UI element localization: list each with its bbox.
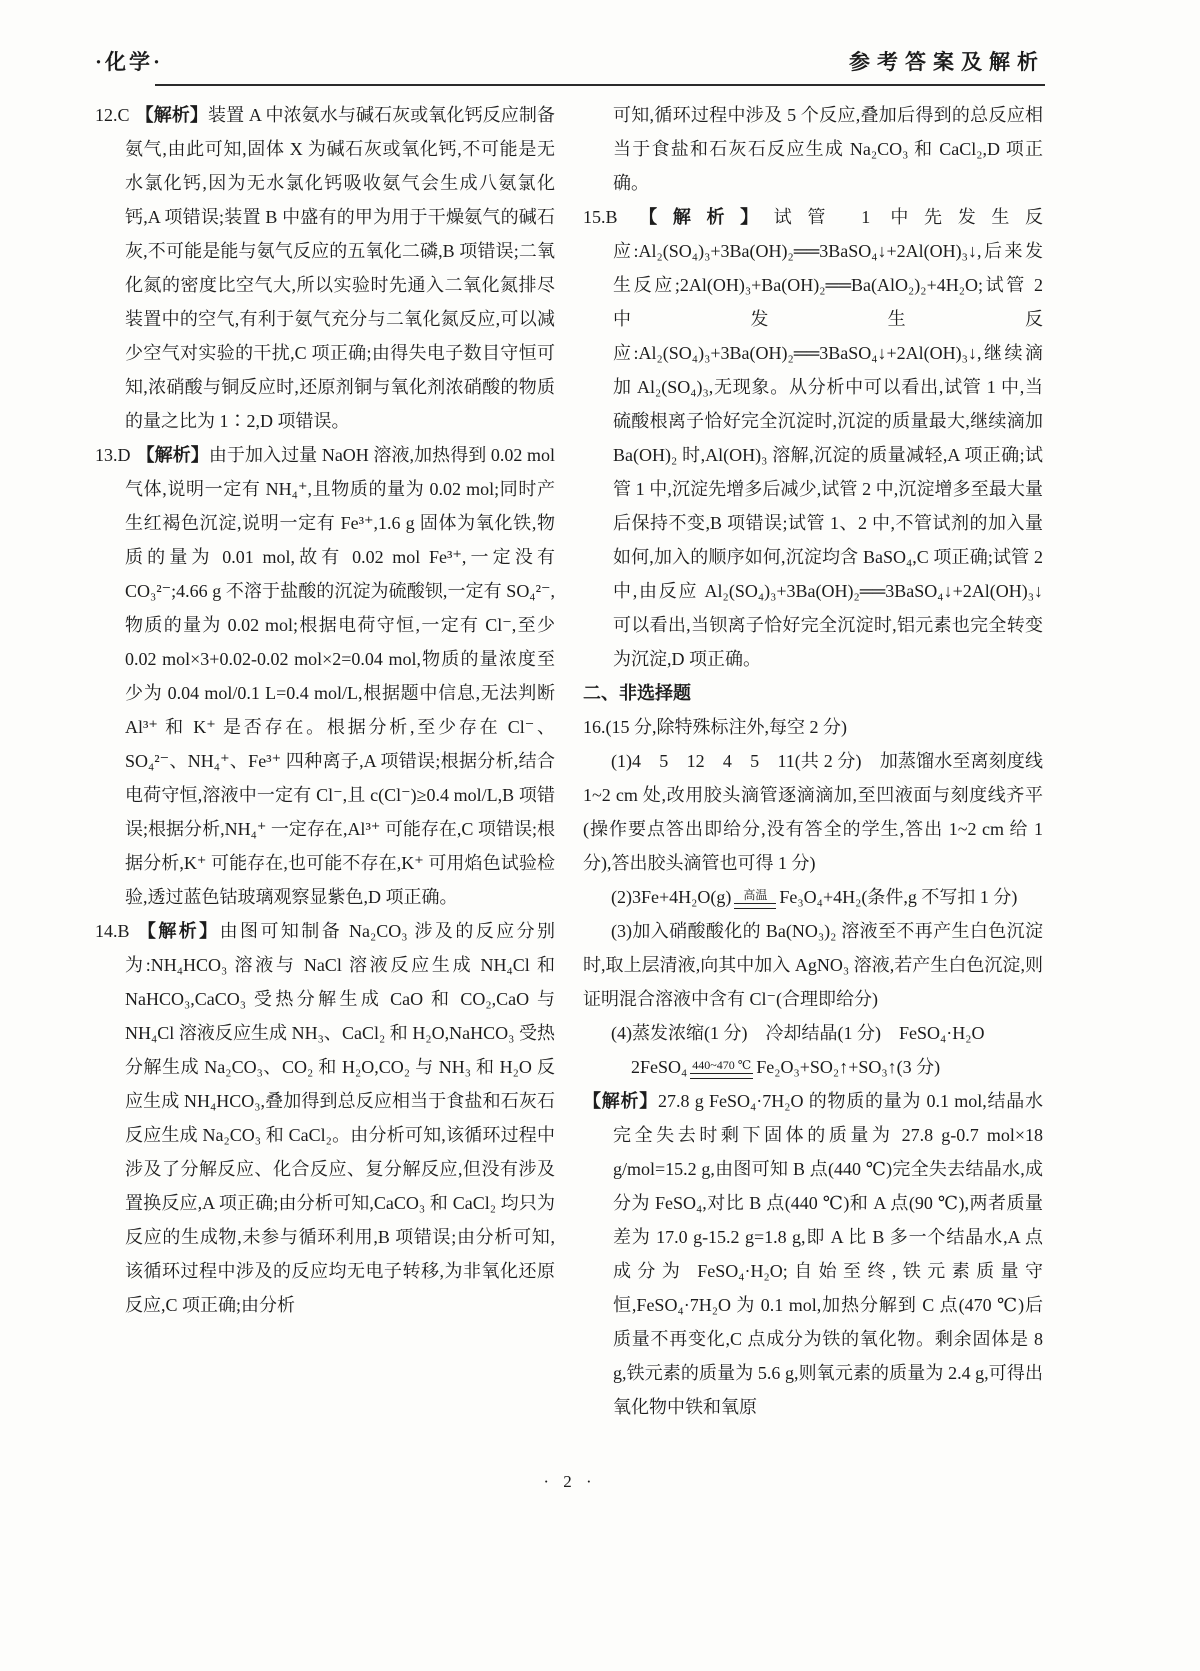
equation-right: Fe₃O₄+4H₂(条件,g 不写扣 1 分) <box>779 887 1018 907</box>
jiexi-tag: 【解析】 <box>135 105 209 125</box>
answer-item-14 <box>95 914 555 1322</box>
page-header <box>0 0 1200 84</box>
equation-right: Fe₂O₃+SO₂↑+SO₃↑(3 分) <box>756 1057 941 1077</box>
jiexi-tag: 【解析】 <box>623 207 774 227</box>
answer-16-part3: (3)加入硝酸酸化的 Ba(NO₃)₂ 溶液至不再产生白色沉淀时,取上层清液,向其中加入 AgNO₃ 溶液,若产生白色沉淀,则证明混合溶液中含有 Cl⁻(合理即给分) <box>583 921 1043 1009</box>
equation-condition-label: 440~470 ℃ <box>692 1057 752 1072</box>
answer-16-jiexi <box>583 1084 1043 1424</box>
answer-16-part4: (4)蒸发浓缩(1 分) 冷却结晶(1 分) FeSO₄·H₂O <box>611 1023 985 1043</box>
jiexi-tag: 【解析】 <box>583 1091 658 1111</box>
equation-condition-label: 高温 <box>743 887 768 902</box>
answer-content <box>0 86 1200 1424</box>
answer-16-part1: (1)4 5 12 4 5 11(共 2 分) 加蒸馏水至离刻度线 1~2 cm 处,改用胶头滴管逐滴滴加,至凹液面与刻度线齐平(操作要点答出即给分,没有答全的学生,答出 1~2 cm 给 1 分),答出胶头滴管也可得 1 分) <box>583 751 1043 873</box>
answer-number-14: 14.B <box>95 921 130 941</box>
answer-item-12 <box>95 98 555 438</box>
equals-with-condition <box>690 1059 753 1079</box>
jiexi-tag: 【解析】 <box>135 921 220 941</box>
left-column <box>95 98 555 1424</box>
page-footer <box>95 1472 1045 1492</box>
answer-item-15 <box>583 200 1043 676</box>
equals-with-condition <box>734 889 776 909</box>
answer-16-part2 <box>583 880 1043 914</box>
answer-16-jiexi-text: 27.8 g FeSO₄·7H₂O 的物质的量为 0.1 mol,结晶水完全失去时剩下固体的质量为 27.8 g-0.7 mol×18 g/mol=15.2 g,由图可知 B 点(440 ℃)完全失去结晶水,成分为 FeSO₄,对比 B 点(440 ℃)和 A 点(90 ℃),两者质量差为 17.0 g-15.2 g=1.8 g,即 A 比 B 多一个结晶水,A 点成分为 FeSO₄·H₂O;自始至终,铁元素质量守恒,FeSO₄·7H₂O 为 0.1 mol,加热分解到 C 点(470 ℃)后质量不再变化,C 点成分为铁的氧化物。剩余固体是 8 g,铁元素的质量为 5.6 g,则氧元素的质量为 2.4 g,可得出氧化物中铁和氧原 <box>613 1091 1044 1417</box>
answer-number-13: 13.D <box>95 445 131 465</box>
answer-item-14-continuation: 可知,循环过程中涉及 5 个反应,叠加后得到的总反应相当于食盐和石灰石反应生成 Na₂CO₃ 和 CaCl₂,D 项正确。 <box>613 105 1043 193</box>
jiexi-tag: 【解析】 <box>136 445 209 465</box>
page-title: 参考答案及解析 <box>849 50 1045 74</box>
answer-number-15: 15.B <box>583 207 618 227</box>
answer-text-15: 试管 1 中先发生反应:Al₂(SO₄)₃+3Ba(OH)₂══3BaSO₄↓+2Al(OH)₃↓,后来发生反应;2Al(OH)₃+Ba(OH)₂══Ba(AlO₂)₂+4H₂O;试管 2 中发生反应:Al₂(SO₄)₃+3Ba(OH)₂══3BaSO₄↓+2Al(OH)₃↓,继续滴加 Al₂(SO₄)₃,无现象。从分析中可以看出,试管 1 中,当硫酸根离子恰好完全沉淀时,沉淀的质量最大,继续滴加 Ba(OH)₂ 时,Al(OH)₃ 溶解,沉淀的质量减轻,A 项正确;试管 1 中,沉淀先增多后减少,试管 2 中,沉淀增多至最大量后保持不变,B 项错误;试管 1、2 中,不管试剂的加入量如何,加入的顺序如何,沉淀均含 BaSO₄,C 项正确;试管 2 中,由反应 Al₂(SO₄)₃+3Ba(OH)₂══3BaSO₄↓+2Al(OH)₃↓可以看出,当钡离子恰好完全沉淀时,铝元素也完全转变为沉淀,D 项正确。 <box>613 207 1044 669</box>
equation-left: 2FeSO₄ <box>631 1057 688 1077</box>
answer-text-12: 装置 A 中浓氨水与碱石灰或氧化钙反应制备氨气,由此可知,固体 X 为碱石灰或氧化钙,不可能是无水氯化钙,因为无水氯化钙吸收氨气会生成八氨氯化钙,A 项错误;装置 B 中盛有的甲为用于干燥氨气的碱石灰,不可能是能与氨气反应的五氧化二磷,B 项错误;二氧化氮的密度比空气大,所以实验时先通入二氧化氮排尽装置中的空气,有利于氨气充分与二氧化氮反应,可以减少空气对实验的干扰,C 项正确;由得失电子数目守恒可知,浓硝酸与铜反应时,还原剂铜与氧化剂浓硝酸的物质的量之比为 1∶2,D 项错误。 <box>125 105 555 431</box>
answer-item-16-intro: 16.(15 分,除特殊标注外,每空 2 分) <box>583 717 847 737</box>
answer-number-12: 12.C <box>95 105 130 125</box>
double-bond-equals-icon <box>690 1073 753 1079</box>
answer-16-decomposition-equation <box>583 1050 1043 1084</box>
section-heading-non-choice: 二、非选择题 <box>583 683 691 703</box>
answer-text-14: 由图可知制备 Na₂CO₃ 涉及的反应分别为:NH₄HCO₃ 溶液与 NaCl 溶液反应生成 NH₄Cl 和 NaHCO₃,CaCO₃ 受热分解生成 CaO 和 CO₂,CaO 与 NH₄Cl 溶液反应生成 NH₃、CaCl₂ 和 H₂O,NaHCO₃ 受热分解生成 Na₂CO₃、CO₂ 和 H₂O,CO₂ 与 NH₃ 和 H₂O 反应生成 NH₄HCO₃,叠加得到总反应相当于食盐和石灰石反应生成 Na₂CO₃ 和 CaCl₂。由分析可知,该循环过程中涉及了分解反应、化合反应、复分解反应,但没有涉及置换反应,A 项正确;由分析可知,CaCO₃ 和 CaCl₂ 均只为反应的生成物,未参与循环利用,B 项错误;由分析可知,该循环过程中涉及的反应均无电子转移,为非氧化还原反应,C 项正确;由分析 <box>125 921 556 1315</box>
subject-label: ·化学· <box>95 50 164 74</box>
equation-left: (2)3Fe+4H₂O(g) <box>611 887 732 907</box>
double-bond-equals-icon <box>734 903 776 909</box>
answer-text-13: 由于加入过量 NaOH 溶液,加热得到 0.02 mol 气体,说明一定有 NH₄⁺,且物质的量为 0.02 mol;同时产生红褐色沉淀,说明一定有 Fe³⁺,1.6 g 固体为氧化铁,物质的量为 0.01 mol,故有 0.02 mol Fe³⁺,一定没有 CO₃²⁻;4.66 g 不溶于盐酸的沉淀为硫酸钡,一定有 SO₄²⁻,物质的量为 0.02 mol;根据电荷守恒,一定有 Cl⁻,至少 0.02 mol×3+0.02-0.02 mol×2=0.04 mol,物质的量浓度至少为 0.04 mol/0.1 L=0.4 mol/L,根据题中信息,无法判断 Al³⁺ 和 K⁺ 是否存在。根据分析,至少存在 Cl⁻、SO₄²⁻、NH₄⁺、Fe³⁺ 四种离子,A 项错误;根据分析,结合电荷守恒,溶液中一定有 Cl⁻,且 c(Cl⁻)≥0.4 mol/L,B 项错误;根据分析,NH₄⁺ 一定存在,Al³⁺ 可能存在,C 项错误;根据分析,K⁺ 可能存在,也可能不存在,K⁺ 可用焰色试验检验,透过蓝色钴玻璃观察显紫色,D 项正确。 <box>125 445 555 907</box>
right-column <box>583 98 1043 1424</box>
answer-item-13 <box>95 438 555 914</box>
page-number: · 2 · <box>543 1472 597 1491</box>
